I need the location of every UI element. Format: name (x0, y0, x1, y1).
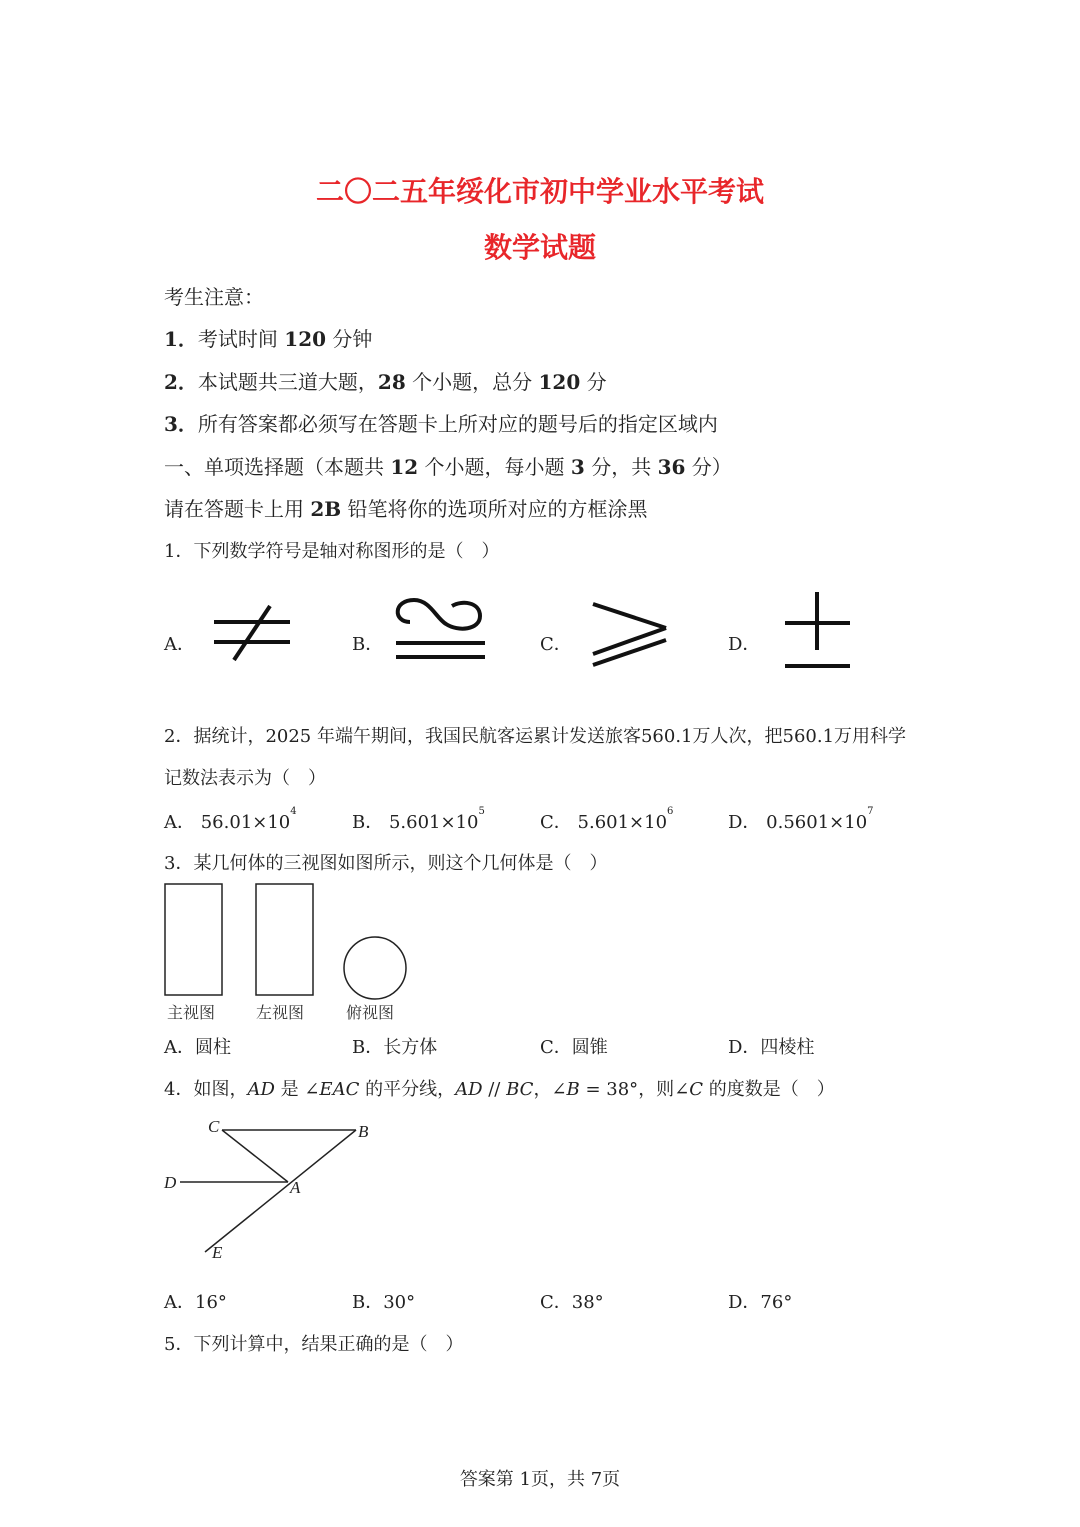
section-heading: 一、单项选择题（本题共 12 个小题，每小题 3 分，共 36 分） (164, 455, 732, 479)
not-equal-icon (214, 606, 290, 660)
q4-option-d: D．76° (728, 1292, 793, 1313)
label-d: D (164, 1173, 177, 1192)
q2-option-d: D． $0.5601\times 10^7$ (728, 806, 874, 833)
q1-option-b-label: B． (352, 634, 384, 655)
notice-heading: 考生注意： (164, 285, 264, 309)
notice-item-1: 1．考试时间 120 分钟 (164, 327, 373, 351)
q1-symbols (200, 590, 860, 680)
q4-geometry-figure (160, 1115, 390, 1265)
q3-option-a: A．圆柱 (164, 1037, 231, 1058)
label-b: B (358, 1122, 369, 1141)
q3-three-views (160, 878, 420, 1003)
q1-stem: 1．下列数学符号是轴对称图形的是（ ） (164, 541, 500, 562)
segment-ca (222, 1130, 288, 1182)
q4-option-b: B．30° (352, 1292, 416, 1313)
greater-equal-icon (593, 604, 666, 665)
label-e: E (212, 1243, 223, 1262)
notice-item-2: 2．本试题共三道大题，28 个小题，总分 120 分 (164, 370, 607, 394)
top-view-caption: 俯视图 (346, 1003, 395, 1022)
left-view-rect (256, 884, 313, 995)
segment-be (205, 1130, 356, 1252)
notice-item-3: 3．所有答案都必须写在答题卡上所对应的题号后的指定区域内 (164, 412, 718, 436)
label-c: C (208, 1117, 220, 1136)
exam-subtitle: 数学试题 (483, 231, 596, 264)
q2-stem-line1: 2．据统计，2025 年端午期间，我国民航客运累计发送旅客560.1万人次，把560.1万用科学 (164, 726, 907, 747)
q1-option-c-label: C． (540, 634, 572, 655)
plus-minus-icon (785, 592, 850, 666)
q2-stem-line2: 记数法表示为（ ） (164, 768, 326, 789)
page-footer: 答案第 1页，共 7页 (459, 1469, 621, 1490)
q1-option-d-label: D． (728, 634, 761, 655)
q2-option-b: B． $5.601\times 10^5$ (352, 806, 485, 833)
label-a: A (290, 1178, 301, 1197)
q3-option-d: D．四棱柱 (728, 1037, 815, 1058)
q4-option-a: A．16° (164, 1292, 227, 1313)
section-instruction: 请在答题卡上用 2B 铅笔将你的选项所对应的方框涂黑 (164, 497, 648, 521)
q3-option-c: C．圆锥 (540, 1037, 608, 1058)
q3-stem: 3．某几何体的三视图如图所示，则这个几何体是（ ） (164, 853, 608, 874)
front-view-rect (165, 884, 222, 995)
q5-stem: 5．下列计算中，结果正确的是（ ） (164, 1334, 464, 1355)
left-view-caption: 左视图 (256, 1003, 305, 1022)
front-view-caption: 主视图 (167, 1003, 216, 1022)
q4-option-c: C．38° (540, 1292, 604, 1313)
q3-option-b: B．长方体 (352, 1037, 438, 1058)
q1-option-a-label: A． (164, 634, 195, 655)
exam-title: 二〇二五年绥化市初中学业水平考试 (315, 175, 764, 208)
q2-option-c: C． $5.601\times 10^6$ (540, 806, 674, 833)
q4-stem: 4．如图，AD 是 ∠EAC 的平分线，AD // BC，∠B = 38°，则∠C 的度数是（ ） (164, 1079, 835, 1100)
approx-equal-icon (396, 600, 485, 657)
top-view-circle (344, 937, 406, 999)
q2-option-a: A． $56.01\times 10^4$ (164, 806, 297, 833)
